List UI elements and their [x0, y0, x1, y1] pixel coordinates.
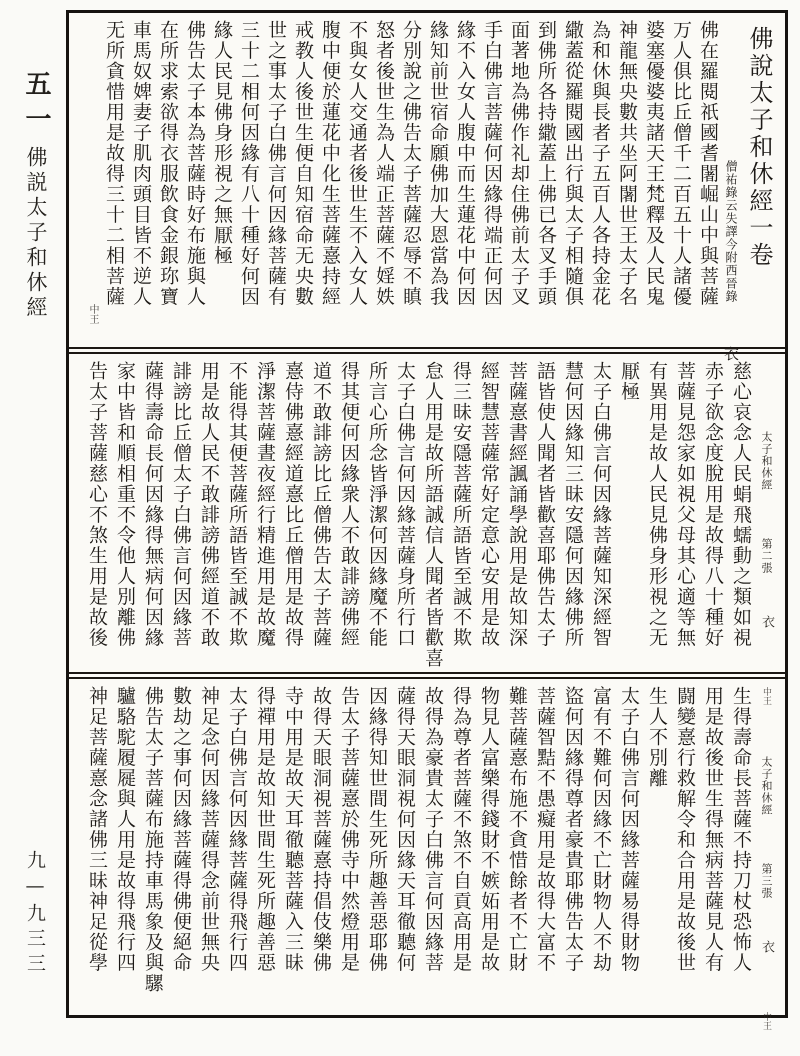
text-column: 戒教人後世生便自知宿命无央數	[292, 20, 314, 307]
text-column: 万人俱比丘僧千二百五十人諸優	[670, 20, 692, 307]
text-column: 太子白佛言何因緣菩薩知深經智	[590, 361, 612, 648]
text-column: 分別說之佛告太子菩薩忍辱不瞋	[400, 20, 422, 307]
sheet-note-title: 太子和休經	[760, 756, 773, 816]
text-column: 手白佛言菩薩何因緣得端正何因	[481, 20, 503, 307]
text-columns-middle	[83, 361, 755, 668]
text-column: 家中皆和順相重不令他人別離佛	[114, 361, 136, 648]
text-column: 告太子菩薩慈心不煞生用是故後	[86, 361, 108, 648]
text-column: 經智慧菩薩常好定意心安用是故	[478, 361, 500, 648]
text-column: 所言心所念皆淨潔何因緣魔不能	[366, 361, 388, 648]
text-column: 菩薩智黠不愚癡用是故得大富不	[534, 686, 556, 973]
text-column: 不與女人交通者後世生不入女人	[346, 20, 368, 307]
text-column: 盜何因緣得尊者豪貴耶佛告太子	[562, 686, 584, 973]
text-column: 腹中便於蓮花中化生菩薩憙持經	[319, 20, 341, 307]
text-column: 得三昧安隱菩薩所語皆至誠不欺	[450, 361, 472, 648]
text-column: 告太子菩薩憙於佛寺中然燈用是	[338, 686, 360, 973]
text-column: 慧何因緣知三昧安隱何因緣佛所	[562, 361, 584, 648]
text-column: 神足菩薩憙念諸佛三昧神足從學	[86, 686, 108, 973]
text-column: 用是故後世生得無病菩薩見人有	[702, 686, 724, 973]
text-column: 誹謗比丘僧太子白佛言何因緣菩	[170, 361, 192, 648]
text-column: 為和休與長者子五百人各持金花	[589, 20, 611, 307]
text-column: 因緣得知世間生死所趣善惡耶佛	[366, 686, 388, 973]
text-column: 世之事太子白佛言何因緣菩薩有	[265, 20, 287, 307]
text-column: 太子白佛言何因緣菩薩易得財物	[618, 686, 640, 973]
text-column: 生人不別離	[646, 686, 668, 789]
text-column: 寺中用是故天耳徹聽菩薩入三昧	[282, 686, 304, 973]
text-column: 不能得其便菩薩所語皆至誠不欺	[226, 361, 248, 648]
text-column: 赤子欲念度脫用是故得八十種好	[702, 361, 724, 648]
text-column: 菩薩見怨家如視父母其心適等無	[674, 361, 696, 648]
text-column: 故得為豪貴太子白佛言何因緣菩	[422, 686, 444, 973]
text-column: 用是故人民不敢誹謗佛經道不敢	[198, 361, 220, 648]
text-column: 佛告太子本為菩薩時好布施與人	[184, 20, 206, 307]
text-column: 憙侍佛憙經道憙比丘僧用是故得	[282, 361, 304, 648]
text-column: 怠人用是故所語誠信人聞者皆歡喜	[422, 361, 444, 669]
text-column: 厭極	[618, 361, 640, 402]
translator-attribution: 僧祐錄云失譯今附西晉錄	[724, 160, 738, 303]
sheet-number: 第二張	[760, 538, 773, 574]
sheet-note-column	[755, 361, 777, 705]
carver-mark: 中王	[761, 1012, 771, 1030]
text-column: 淨潔菩薩晝夜經行精進用是故魔	[254, 361, 276, 648]
text-column: 生得壽命長菩薩不持刀杖恐怖人	[730, 686, 752, 973]
text-column: 在所求索欲得衣服飲食金銀珎寶	[157, 20, 179, 307]
text-column: 神足念何因緣菩薩得念前世無央	[198, 686, 220, 973]
case-mark: 衣	[759, 940, 774, 953]
register-top-text	[69, 13, 785, 361]
text-column: 驢駱駝履屣與人用是故得飛行四	[114, 686, 136, 973]
carver-mark: 中王	[761, 687, 771, 705]
text-column: 佛在羅閱祇國耆闍崛山中與菩薩	[697, 20, 719, 307]
sheet-note-column	[755, 686, 777, 1030]
text-column: 婆塞優婆夷諸天王梵釋及人民鬼	[643, 20, 665, 307]
register-top	[69, 13, 785, 361]
text-column: 故得天眼洞視菩薩憙持倡伎樂佛	[310, 686, 332, 973]
text-column: 繖蓋從羅閱國出行與太子相隨俱	[562, 20, 584, 307]
text-column: 得為尊者菩薩不煞不自貢高用是	[450, 686, 472, 973]
text-column: 有異用是故人民見佛身形視之无	[646, 361, 668, 648]
carver-mark: 中王	[87, 304, 98, 324]
register-middle	[69, 352, 785, 705]
sheet-note-title: 太子和休經	[760, 431, 773, 491]
text-column: 神龍無央數共坐阿闍世王太子名	[616, 20, 638, 307]
text-column: 怒者後世生為人端正菩薩不婬妷	[373, 20, 395, 307]
text-column: 薩得天眼洞視何因緣天耳徹聽何	[394, 686, 416, 973]
text-column: 數劫之事何因緣菩薩得佛便絕命	[170, 686, 192, 973]
text-column: 難菩薩憙布施不貪惜餘者不亡財	[506, 686, 528, 973]
text-column: 到佛所各持繖蓋上佛已各叉手頭	[535, 20, 557, 307]
attribution-column	[721, 20, 741, 361]
text-columns-top	[100, 20, 721, 343]
text-column: 緣不入女人腹中而生蓮花中何因	[454, 20, 476, 307]
sutra-title: 佛說太子和休經一卷	[745, 26, 773, 269]
text-column: 太子白佛言何因緣菩薩身所行口	[394, 361, 416, 648]
margin-work-title: 佛説太子和休經	[24, 146, 48, 321]
sheet-number: 第三張	[760, 863, 773, 899]
register-bottom	[69, 677, 785, 1030]
text-column: 道不敢誹謗比丘僧佛告太子菩薩	[310, 361, 332, 648]
text-column: 无所貪惜用是故得三十二相菩薩	[103, 20, 125, 307]
fascicle-case-mark: 衣	[722, 346, 740, 361]
text-column: 佛告太子菩薩布施持車馬象及與騾	[142, 686, 164, 994]
text-column: 緣人民見佛身形視之無厭極	[211, 20, 233, 266]
text-column: 語皆使人聞者皆歡喜耶佛告太子	[534, 361, 556, 648]
text-column: 車馬奴婢妻子肌肉頭目皆不逆人	[130, 20, 152, 307]
case-mark: 衣	[759, 615, 774, 628]
text-column: 面著地為佛作礼却住佛前太子叉	[508, 20, 530, 307]
text-column: 物見人富樂得錢財不嫉妬用是故	[478, 686, 500, 973]
text-column: 慈心哀念人民蜎飛蠕動之類如視	[730, 361, 752, 648]
text-frame	[66, 10, 788, 1030]
text-column: 闘變憙行救解令和合用是故後世	[674, 686, 696, 973]
text-columns-bottom	[83, 686, 755, 1003]
text-column: 緣知前世宿命願佛加大恩當為我	[427, 20, 449, 307]
register-bottom-text	[69, 679, 785, 1030]
text-column: 菩薩憙書經諷誦學說用是故知深	[506, 361, 528, 648]
margin-page-number: 九—九三三	[24, 850, 46, 978]
margin-series-number: 五一	[21, 70, 51, 140]
text-column: 三十二相何因緣有八十種好何因	[238, 20, 260, 307]
register-middle-text	[69, 354, 785, 705]
text-column: 富有不難何因緣不亡財物人不劫	[590, 686, 612, 973]
text-column: 得禪用是故知世間生死所趣善惡	[254, 686, 276, 973]
text-column: 太子白佛言何因緣菩薩得飛行四	[226, 686, 248, 973]
text-column: 薩得壽命長何因緣得無病何因緣	[142, 361, 164, 648]
text-column: 得其便何因緣衆人不敢誹謗佛經	[338, 361, 360, 648]
